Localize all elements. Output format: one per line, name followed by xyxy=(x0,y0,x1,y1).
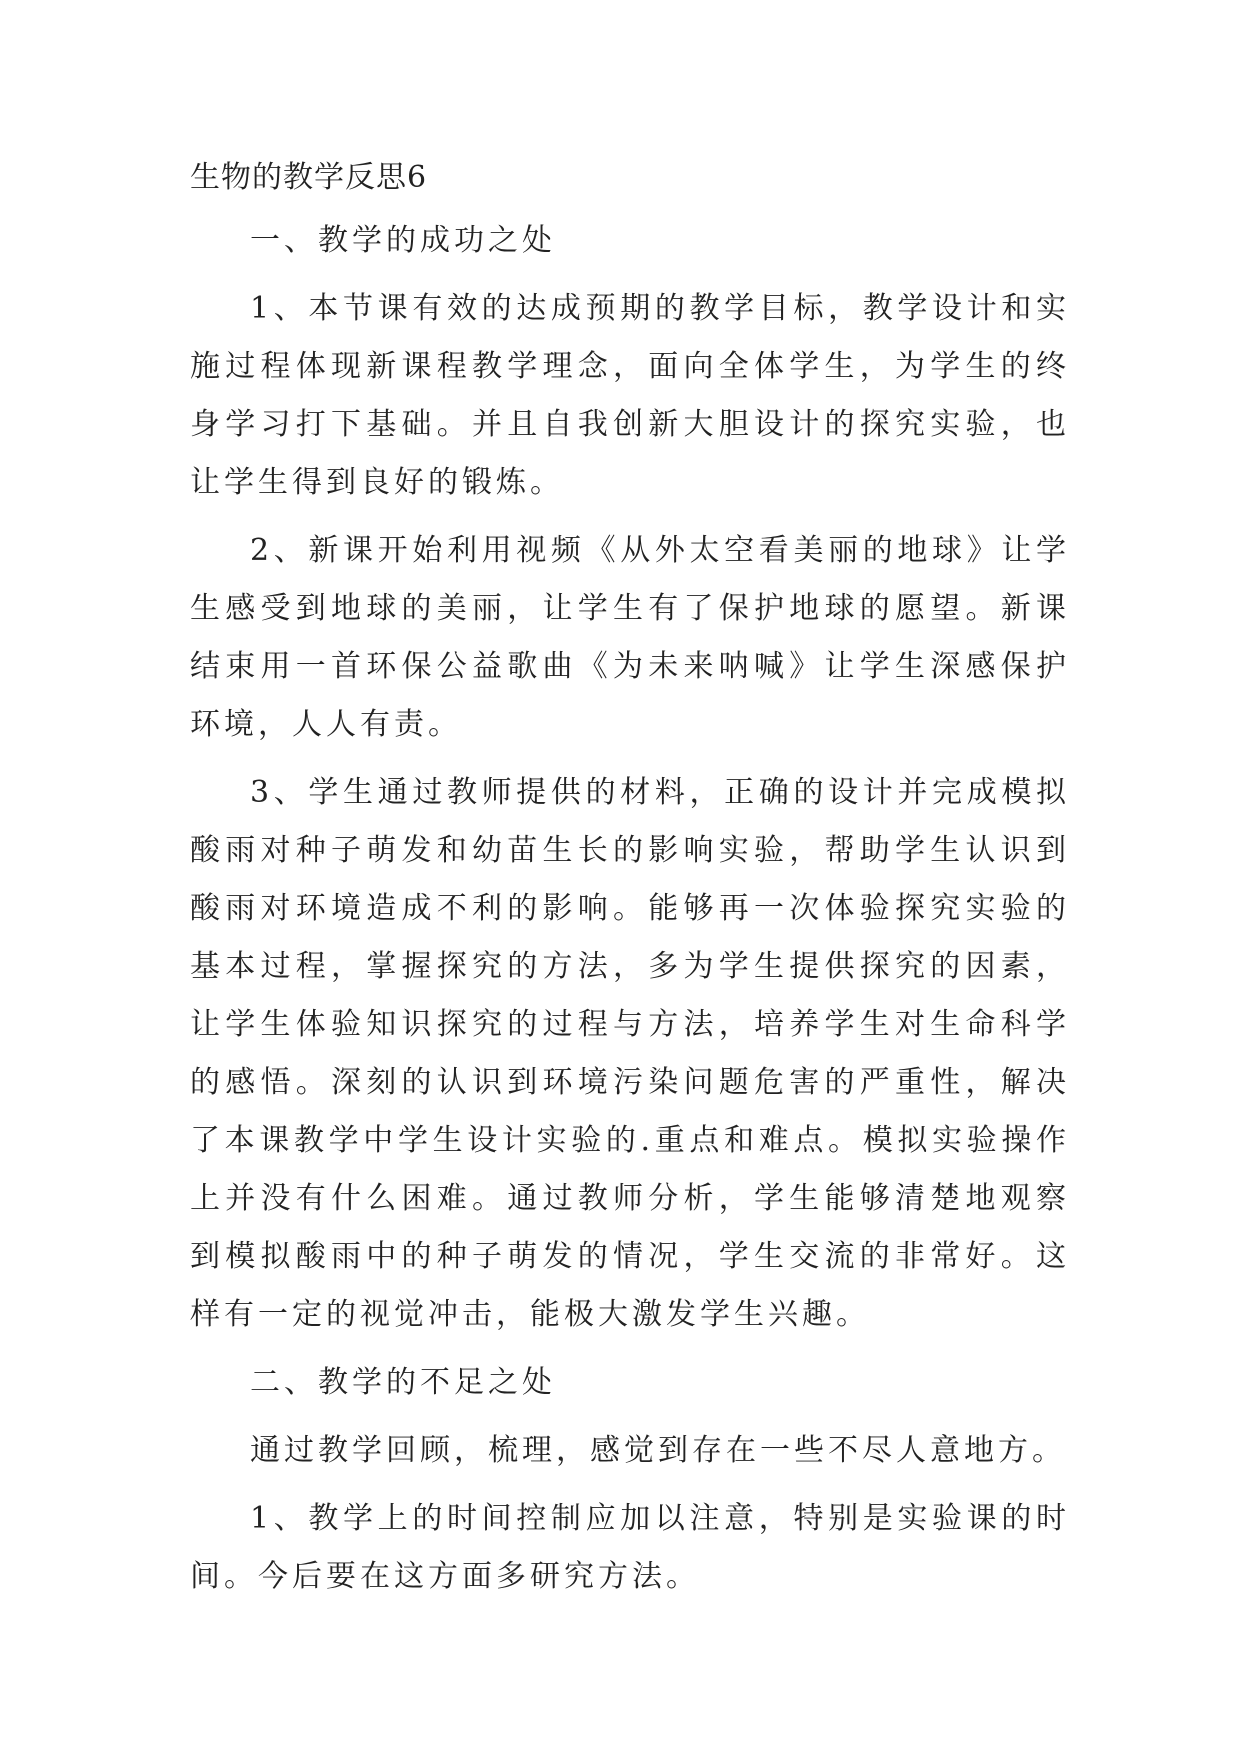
section-heading-success: 一、教学的成功之处 xyxy=(250,223,556,258)
paragraph-success-1: 1、本节课有效的达成预期的教学目标，教学设计和实施过程体现新课程教学理念，面向全体学生，为学生的终身学习打下基础。并且自我创新大胆设计的探究实验，也让学生得到良好的锻炼。 xyxy=(190,291,1070,500)
paragraph-success-2: 2、新课开始利用视频《从外太空看美丽的地球》让学生感受到地球的美丽，让学生有了保护地球的愿望。新课结束用一首环保公益歌曲《为未来呐喊》让学生深感保护环境，人人有责。 xyxy=(190,533,1070,742)
section-heading-shortcomings: 二、教学的不足之处 xyxy=(250,1365,556,1400)
document-title: 生物的教学反思6 xyxy=(190,160,428,195)
document-page xyxy=(190,158,1070,1616)
paragraph-shortcomings-1: 1、教学上的时间控制应加以注意，特别是实验课的时间。今后要在这方面多研究方法。 xyxy=(190,1501,1070,1594)
paragraph-success-3: 3、学生通过教师提供的材料，正确的设计并完成模拟酸雨对种子萌发和幼苗生长的影响实验，帮助学生认识到酸雨对环境造成不利的影响。能够再一次体验探究实验的基本过程，掌握探究的方法，多为学生提供探究的因素，让学生体验知识探究的过程与方法，培养学生对生命科学的感悟。深刻的认识到环境污染问题危害的严重性，解决了本课教学中学生设计实验的.重点和难点。模拟实验操作上并没有什么困难。通过教师分析，学生能够清楚地观察到模拟酸雨中的种子萌发的情况，学生交流的非常好。这样有一定的视觉冲击，能极大激发学生兴趣。 xyxy=(190,775,1070,1332)
paragraph-shortcomings-intro: 通过教学回顾，梳理，感觉到存在一些不尽人意地方。 xyxy=(250,1433,1066,1468)
